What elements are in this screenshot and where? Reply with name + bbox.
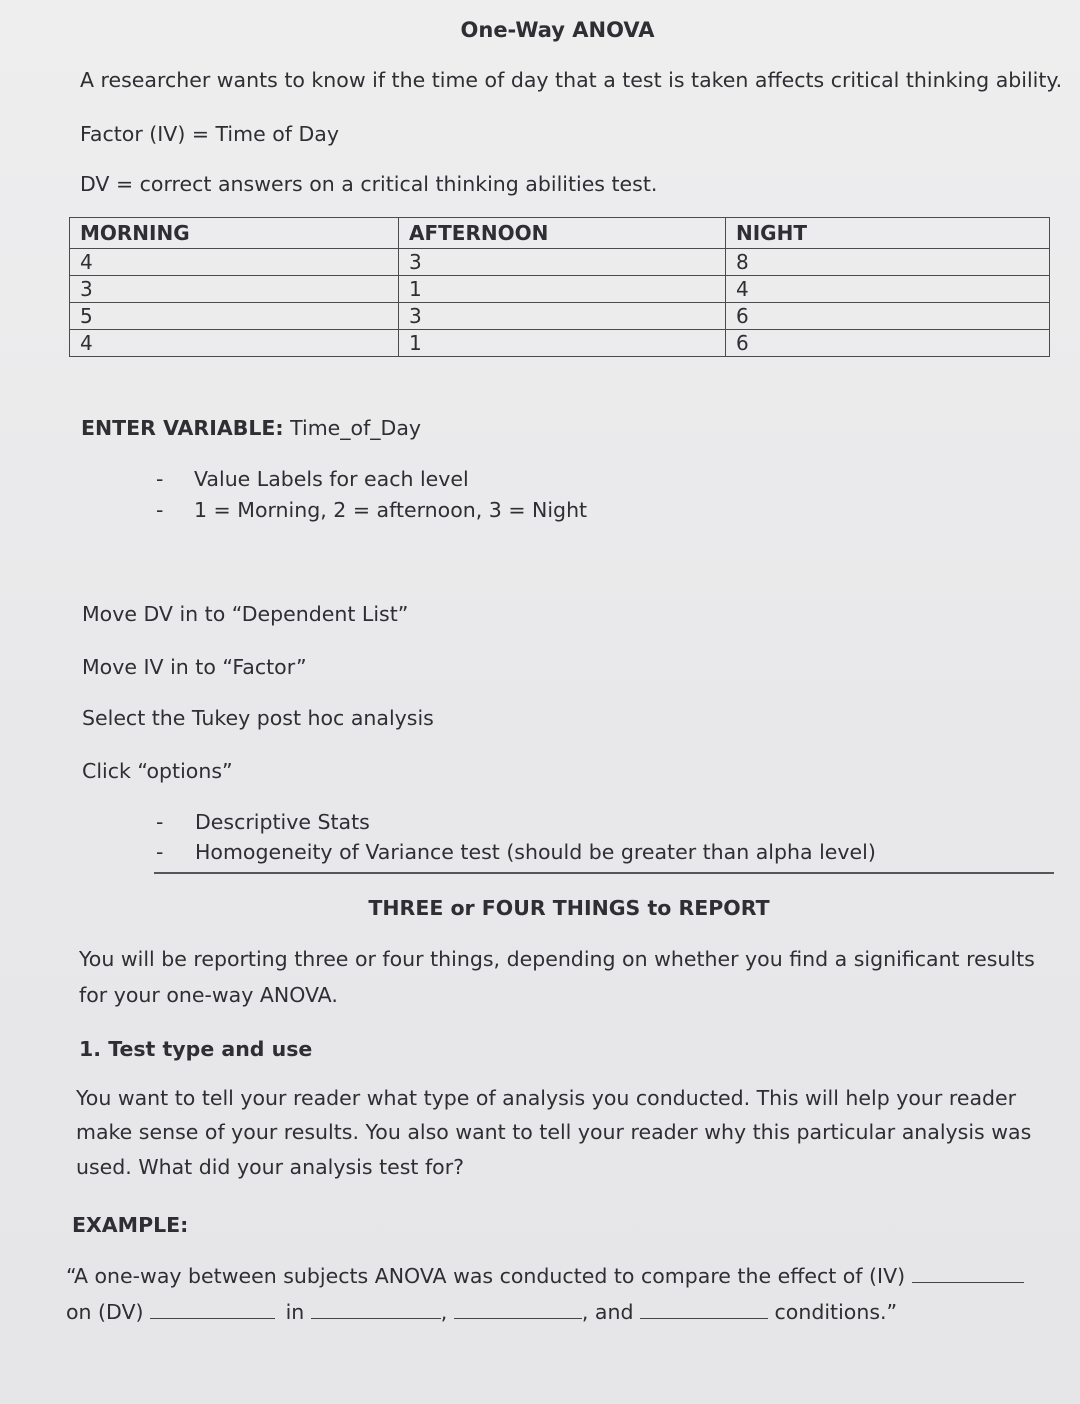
table-header-night: NIGHT: [726, 218, 1050, 249]
table-cell: 4: [726, 276, 1050, 303]
section1-line: used. What did your analysis test for?: [76, 1155, 465, 1179]
bullet-text: Descriptive Stats: [195, 810, 370, 834]
bullet-dash: -: [156, 840, 164, 864]
report-intro-line: for your one-way ANOVA.: [79, 983, 338, 1007]
blank-condition-2: [454, 1318, 582, 1319]
example-text-in: in: [285, 1300, 305, 1324]
bullet-dash: -: [156, 467, 164, 491]
bullet-text: 1 = Morning, 2 = afternoon, 3 = Night: [194, 498, 588, 522]
section1-line: make sense of your results. You also want to tell your reader why this particular analysis was: [76, 1120, 1032, 1144]
table-cell: 3: [399, 303, 726, 330]
intro-text: A researcher wants to know if the time of day that a test is taken affects critical thinking ability.: [80, 68, 1063, 92]
blank-iv: [912, 1282, 1024, 1283]
step-text: Move IV in to “Factor”: [82, 655, 307, 679]
enter-variable-label: ENTER VARIABLE:: [81, 416, 284, 440]
blank-dv: [150, 1318, 275, 1319]
bullet-dash: -: [156, 498, 164, 522]
section-divider: [154, 872, 1054, 874]
table-cell: 3: [70, 276, 399, 303]
blank-condition-3: [640, 1318, 768, 1319]
example-text-on: on (DV): [66, 1300, 144, 1324]
table-header-afternoon: AFTERNOON: [399, 218, 726, 249]
table-cell: 1: [399, 276, 726, 303]
section1-heading: 1. Test type and use: [79, 1037, 313, 1061]
table-row: [70, 276, 1050, 303]
table-cell: 8: [726, 249, 1050, 276]
table-row: [70, 249, 1050, 276]
table-row: [70, 330, 1050, 357]
bullet-dash: -: [156, 810, 164, 834]
table-cell: 4: [70, 330, 399, 357]
example-line-1: [66, 1264, 1024, 1288]
bullet-text: Value Labels for each level: [194, 467, 469, 491]
table-cell: 6: [726, 330, 1050, 357]
step-text: Move DV in to “Dependent List”: [82, 602, 409, 626]
enter-variable-value: Time_of_Day: [290, 416, 422, 440]
table-cell: 1: [399, 330, 726, 357]
bullet-text: Homogeneity of Variance test (should be greater than alpha level): [195, 840, 876, 864]
example-text-conditions: conditions.”: [774, 1300, 898, 1324]
report-heading: THREE or FOUR THINGS to REPORT: [368, 896, 770, 920]
step-text: Select the Tukey post hoc analysis: [82, 706, 434, 730]
data-table: [69, 217, 1050, 357]
example-text-and: , and: [581, 1300, 634, 1324]
factor-line: Factor (IV) = Time of Day: [80, 122, 339, 146]
table-cell: 4: [70, 249, 399, 276]
example-comma: ,: [440, 1300, 448, 1324]
example-text: “A one-way between subjects ANOVA was conducted to compare the effect of (IV): [66, 1264, 906, 1288]
table-row: [70, 303, 1050, 330]
enter-variable-line: [81, 416, 421, 440]
step-text: Click “options”: [82, 759, 233, 783]
table-header-morning: MORNING: [70, 218, 399, 249]
blank-condition-1: [311, 1318, 441, 1319]
table-header-row: [70, 218, 1050, 249]
page-title: One-Way ANOVA: [460, 18, 655, 42]
table-cell: 5: [70, 303, 399, 330]
dv-line: DV = correct answers on a critical thinking abilities test.: [80, 172, 658, 196]
example-label: EXAMPLE:: [72, 1213, 189, 1237]
example-line-2: [66, 1300, 897, 1324]
report-intro-line: You will be reporting three or four things, depending on whether you find a significant results: [79, 947, 1035, 971]
section1-line: You want to tell your reader what type of analysis you conducted. This will help your reader: [76, 1086, 1017, 1110]
table-cell: 3: [399, 249, 726, 276]
table-cell: 6: [726, 303, 1050, 330]
